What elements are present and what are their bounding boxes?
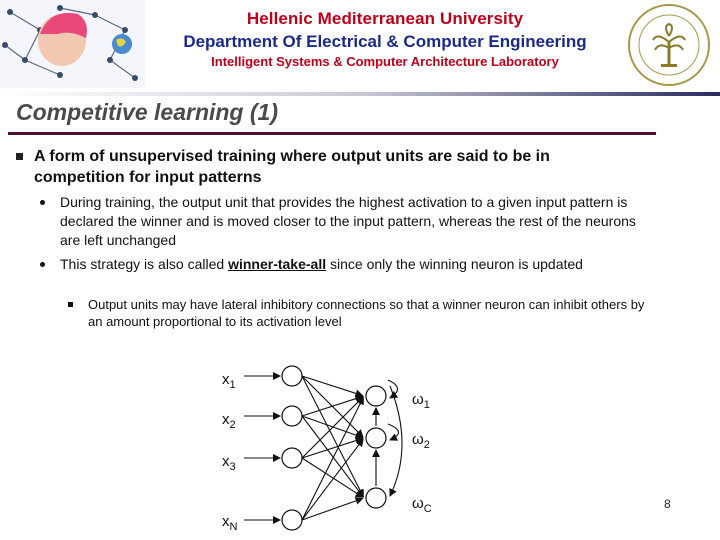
bullet-main	[16, 146, 636, 188]
university-seal-icon	[623, 2, 719, 88]
square-bullet-icon	[68, 302, 73, 307]
input-node-3	[282, 448, 302, 468]
dot-bullet-icon	[40, 200, 45, 205]
sub-sub-bullet-lateral	[68, 296, 648, 330]
wta-post-text: since only the winning neuron is updated	[326, 256, 583, 272]
department-name: Department Of Electrical & Computer Engineering	[183, 32, 587, 51]
lateral-arc-3	[390, 386, 402, 496]
lab-name: Intelligent Systems & Computer Architecture Laboratory	[211, 54, 559, 69]
output-label-1: $\omega_1$	[412, 391, 430, 411]
network-connections	[244, 376, 363, 520]
university-name: Hellenic Mediterranean University	[246, 9, 524, 28]
wta-pre-text: This strategy is also called	[60, 256, 229, 272]
lateral-arc-1	[388, 380, 398, 398]
input-label-1: $x_1$	[222, 371, 236, 391]
input-label-n: $x_N$	[222, 513, 238, 533]
bullet-main-text: A form of unsupervised training where output units are said to be in competition for input patterns	[34, 148, 550, 186]
slide-header	[0, 0, 720, 90]
sub-sub-bullet-lateral-text: Output units may have lateral inhibitory connections so that a winner neuron can inhibit others by an amount proportional to its activation level	[88, 297, 645, 329]
competitive-network-diagram	[200, 356, 460, 540]
header-divider	[0, 92, 720, 96]
input-label-3: $x_3$	[222, 453, 236, 473]
lateral-arc-2	[388, 424, 399, 440]
page-number: 8	[664, 497, 671, 511]
input-label-2: $x_2$	[222, 411, 236, 431]
input-node-1	[282, 366, 302, 386]
input-nodes	[282, 366, 302, 530]
output-node-2	[366, 428, 386, 448]
input-node-n	[282, 510, 302, 530]
output-node-c	[366, 488, 386, 508]
output-label-2: $\omega_2$	[412, 431, 430, 451]
wta-term: winner-take-all	[228, 256, 327, 272]
sub-bullet-wta-text	[60, 255, 652, 274]
output-nodes	[366, 386, 386, 508]
sub-bullet-training	[40, 193, 652, 250]
sub-bullet-winner-take-all	[40, 255, 652, 274]
dot-bullet-icon	[40, 262, 45, 267]
square-bullet-icon	[16, 153, 23, 160]
output-node-1	[366, 386, 386, 406]
sub-bullet-training-text: During training, the output unit that provides the highest activation to a given input pattern is declared the winner and is moved closer to the input pattern, whereas the rest of the neurons are left unchanged	[60, 194, 636, 248]
input-node-2	[282, 406, 302, 426]
title-underline	[8, 132, 656, 135]
output-label-c: $\omega_C$	[412, 495, 432, 515]
slide-title: Competitive learning (1)	[16, 99, 278, 125]
weight-link-4-2	[302, 439, 363, 520]
